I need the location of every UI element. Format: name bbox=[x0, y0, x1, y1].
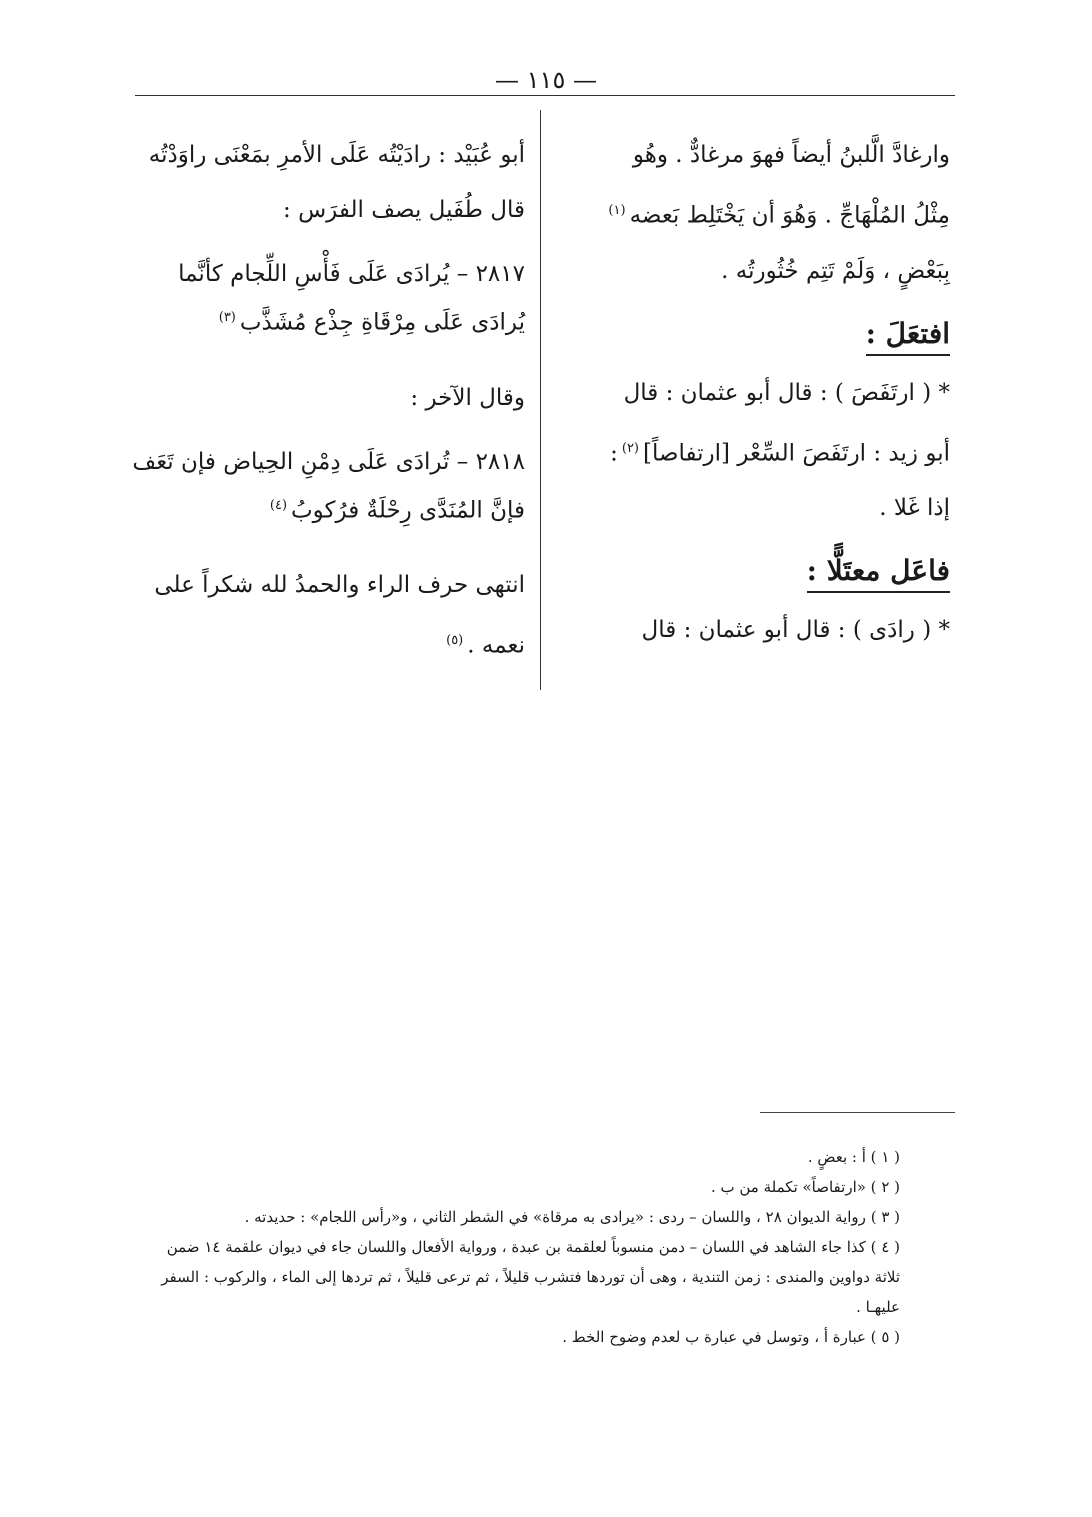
entry-line: إذا غَلا . bbox=[879, 495, 950, 522]
right-column bbox=[555, 128, 950, 658]
column-divider bbox=[540, 110, 541, 690]
closing-line-content: نعمه . bbox=[467, 632, 525, 659]
text-line: وقال الآخر : bbox=[410, 384, 525, 411]
verse-hemistich: تُرادَى عَلَى دِمْنِ الحِياض فإن تَعَف bbox=[132, 448, 450, 475]
footnote-5: ( ٥ ) عبارة أ ، وتوسل في عبارة ب لعدم وضوح الخط . bbox=[562, 1328, 900, 1346]
verse-hemistich: يُرادَى عَلَى فَأْسِ اللِّجام كأنَّما bbox=[178, 261, 450, 287]
verse-2817-first: ٢٨١٧ – يُرادَى عَلَى فَأْسِ اللِّجام كأنَّما bbox=[178, 261, 525, 287]
text-line: أبو عُبَيْد : رادَيْتُه عَلَى الأمرِ بمَعْنَى راوَدْتُه bbox=[148, 142, 525, 168]
text-line bbox=[555, 183, 950, 244]
footnote-ref-5: (٥) bbox=[446, 633, 464, 649]
left-column bbox=[125, 128, 525, 674]
closing-line bbox=[125, 613, 525, 674]
footnote-ref-1: (١) bbox=[608, 203, 626, 218]
entry-line: * ( ارتَفَصَ ) : قال أبو عثمان : قال bbox=[623, 379, 950, 406]
closing-line: انتهى حرف الراء والحمدُ لله شكراً على bbox=[154, 572, 525, 599]
footnote-4-continued: ثلاثة دواوين والمندى : زمن التندية ، وهى أن توردها فتشرب قليلاً ، ثم ترعى قليلاً ، ثم تردها إلى الماء ، والركوب : السفر bbox=[161, 1268, 900, 1286]
verse-2818-second bbox=[125, 484, 525, 533]
verse-2818-first: ٢٨١٨ – تُرادَى عَلَى دِمْنِ الحِياض فإن تَعَف bbox=[132, 448, 525, 475]
verse-2817-second bbox=[125, 296, 525, 345]
text-line: وارغادَّ الَّلبنُ أيضاً فهوَ مرغادٌّ . وهُو bbox=[632, 142, 950, 168]
text-line: بِبَعْضٍ ، وَلَمْ تَتِم خُثُورتُه . bbox=[721, 257, 950, 284]
footnote-3: ( ٣ ) رواية الديوان ٢٨ ، واللسان – ردى : «يرادى به مرقاة» في الشطر الثاني ، و«رأس اللجام» : حديدته . bbox=[244, 1208, 900, 1226]
footnotes bbox=[110, 1142, 900, 1352]
verse-hemistich: يُرادَى عَلَى مِرْقَاةِ جِذْع مُشَذَّب bbox=[239, 309, 525, 336]
page-number: — ١١٥ — bbox=[495, 66, 597, 94]
text-line-content: مِثْلُ المُلْهَاجِّ . وَهُوَ أن يَخْتَلِط بَعضه bbox=[629, 202, 950, 229]
footnote-4-continued: عليهـا . bbox=[856, 1298, 900, 1316]
entry-colon: : bbox=[610, 440, 618, 467]
verse-number: ٢٨١٧ bbox=[475, 261, 525, 287]
entry-line bbox=[555, 421, 950, 482]
footnote-2: ( ٢ ) «ارتفاصاً» تكملة من ب . bbox=[710, 1178, 900, 1196]
text-line: قال طُفَيل يصف الفرَس : bbox=[283, 197, 525, 223]
section-heading-faala-mutall: فاعَل معتَلًّا : bbox=[807, 554, 950, 593]
footnote-4: ( ٤ ) كذا جاء الشاهد في اللسان – دمن منسوباً لعلقمة بن عبدة ، ورواية الأفعال واللسان جاء في ديوان علقمة ١٤ ضمن bbox=[166, 1238, 900, 1256]
footnote-ref-4: (٤) bbox=[269, 497, 288, 513]
footnote-rule bbox=[760, 1112, 955, 1113]
verse-number: ٢٨١٨ bbox=[475, 448, 525, 475]
entry-line-content: أبو زيد : ارتَفَصَ السِّعْر [ارتفاصاً] bbox=[643, 440, 950, 467]
verse-hemistich: فإنَّ المُنَدَّى رِحْلَةٌ فرُكوبُ bbox=[291, 497, 525, 524]
header-rule bbox=[135, 95, 955, 96]
footnote-ref-3: (٣) bbox=[218, 310, 236, 325]
section-heading-ifta-ala: افتعَلَ : bbox=[866, 317, 950, 356]
footnote-1: ( ١ ) أ : بعضٍ . bbox=[807, 1148, 900, 1166]
entry-line: * ( رادَى ) : قال أبو عثمان : قال bbox=[641, 617, 950, 644]
footnote-ref-2: (٢) bbox=[621, 440, 639, 456]
